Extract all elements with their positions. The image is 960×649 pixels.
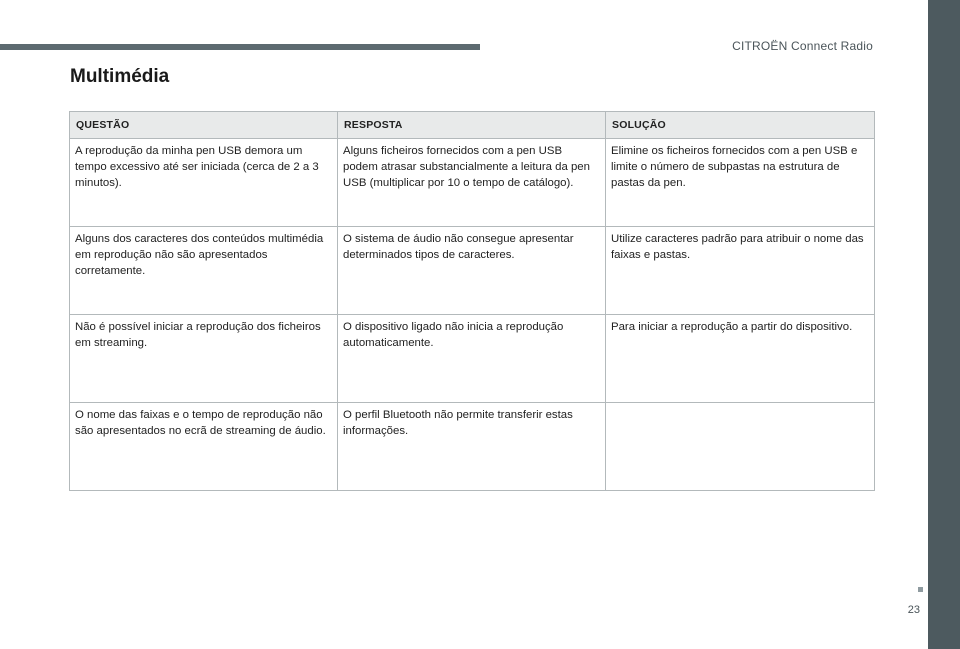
column-header-question: QUESTÃO [70,112,338,139]
table-cell-solution: Para iniciar a reprodução a partir do dispositivo. [606,315,875,403]
table-cell-answer: Alguns ficheiros fornecidos com a pen USB podem atrasar substancialmente a leitura da pen USB (multiplicar por 10 o tempo de catálogo). [338,139,606,227]
header-rule [0,44,480,50]
column-header-answer: RESPOSTA [338,112,606,139]
table-cell-answer: O dispositivo ligado não inicia a reprodução automaticamente. [338,315,606,403]
table-header-row [70,112,875,139]
table-cell-solution: Utilize caracteres padrão para atribuir o nome das faixas e pastas. [606,227,875,315]
table-cell-question: A reprodução da minha pen USB demora um tempo excessivo até ser iniciada (cerca de 2 a 3 minutos). [70,139,338,227]
page-title: Multimédia [70,66,170,87]
table-cell-question: Alguns dos caracteres dos conteúdos multimédia em reprodução não são apresentados corretamente. [70,227,338,315]
table-cell-question: O nome das faixas e o tempo de reprodução não são apresentados no ecrã de streaming de áudio. [70,403,338,491]
table-row [70,315,875,403]
header-title: CITROËN Connect Radio [732,39,873,53]
troubleshooting-table [69,111,875,491]
table-cell-answer: O perfil Bluetooth não permite transferir estas informações. [338,403,606,491]
table-cell-solution [606,403,875,491]
page-marker [918,587,923,592]
page-number: 23 [907,604,920,616]
table-row [70,227,875,315]
table-row [70,403,875,491]
column-header-solution: SOLUÇÃO [606,112,875,139]
side-band [928,0,960,649]
table-cell-answer: O sistema de áudio não consegue apresentar determinados tipos de caracteres. [338,227,606,315]
table-cell-question: Não é possível iniciar a reprodução dos ficheiros em streaming. [70,315,338,403]
table-cell-solution: Elimine os ficheiros fornecidos com a pen USB e limite o número de subpastas na estrutura de pastas da pen. [606,139,875,227]
table-row [70,139,875,227]
